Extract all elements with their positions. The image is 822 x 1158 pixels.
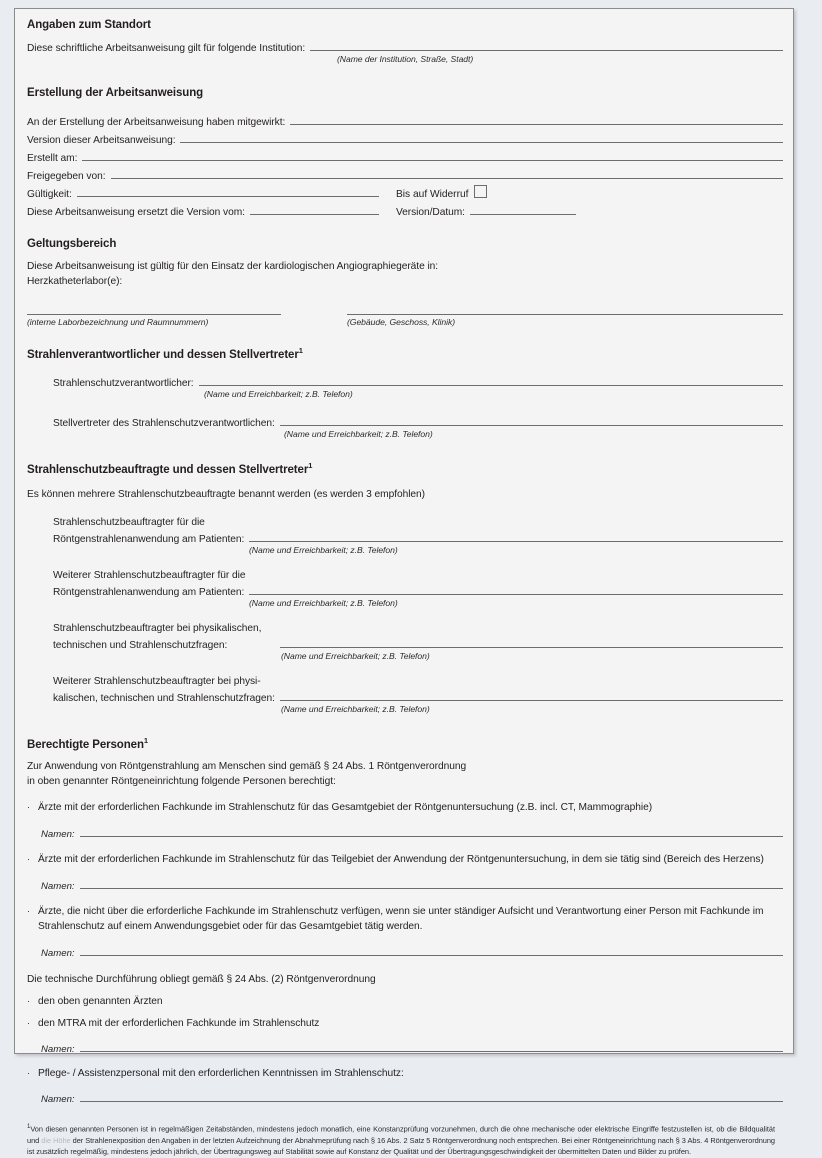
- bullet-icon: ·: [27, 802, 30, 813]
- geltungsbereich-line-1: Diese Arbeitsanweisung ist gültig für den Einsatz der kardiologischen Angiographiegeräte in:: [27, 261, 439, 272]
- institution-input[interactable]: [310, 39, 783, 51]
- section-heading-erstellung: Erstellung der Arbeitsanweisung: [27, 87, 204, 99]
- personen-intro-line-1: Zur Anwendung von Röntgenstrahlung am Menschen sind gemäß § 24 Abs. 1 Röntgenverordnung: [27, 761, 467, 773]
- version-input[interactable]: [180, 131, 783, 143]
- labor-bezeichnung-input[interactable]: [27, 313, 281, 315]
- beauftragte-entry-4-line2: kalischen, technischen und Strahlenschutzfragen:: [53, 692, 275, 704]
- personen-namen-input-4[interactable]: [80, 1040, 783, 1052]
- personen-heading-text: Berechtigte Personen: [27, 738, 144, 751]
- labor-bezeichnung-caption: (interne Laborbezeichnung und Raumnummern): [27, 317, 209, 327]
- personen-bullet-4-text: den oben genannten Ärzten: [38, 996, 163, 1008]
- institution-label: Diese schriftliche Arbeitsanweisung gilt für folgende Institution:: [27, 43, 306, 54]
- namen-label: Namen:: [41, 948, 75, 960]
- bullet-icon: ·: [27, 996, 30, 1007]
- gueltigkeit-row: [27, 185, 783, 200]
- verantwortlicher-heading-text: Strahlenverantwortlicher und dessen Stellvertreter: [27, 348, 299, 361]
- beauftragte-entry-3-input[interactable]: [280, 636, 783, 648]
- personen-namen-row-2: [41, 877, 783, 892]
- footnote-text-faint: die Höhe: [41, 1136, 71, 1146]
- version-datum-label: Version/Datum:: [396, 207, 465, 218]
- strahlenschutzverantwortlicher-label: Strahlenschutzverantwortlicher:: [53, 377, 194, 389]
- form-page: [14, 8, 794, 1157]
- footnote-marker: 1: [143, 735, 148, 745]
- personen-namen-input-1[interactable]: [80, 825, 783, 837]
- personen-bullet-3-line-1: Ärzte, die nicht über die erforderliche Fachkunde im Strahlenschutz verfügen, wenn sie unter ständiger Aufsicht und Verantwortung einer Person mit Fachkunde im: [38, 906, 764, 918]
- bullet-icon: ·: [27, 906, 30, 917]
- bis-auf-widerruf-label: Bis auf Widerruf: [396, 189, 469, 200]
- beauftragte-entry-1-caption: (Name und Erreichbarkeit; z.B. Telefon): [249, 544, 398, 555]
- beauftragte-entry-3-line1: Strahlenschutzbeauftragter bei physikalischen,: [53, 622, 262, 634]
- mitgewirkt-label: An der Erstellung der Arbeitsanweisung haben mitgewirkt:: [27, 117, 286, 128]
- personen-bullet-2: [27, 852, 783, 867]
- personen-namen-row-4: [41, 1040, 783, 1055]
- personen-bullet-6-text: Pflege- / Assistenzpersonal mit den erforderlichen Kenntnissen im Strahlenschutz:: [38, 1068, 404, 1080]
- personen-bullet-5: [27, 1016, 783, 1031]
- namen-label: Namen:: [41, 829, 75, 841]
- personen-namen-input-2[interactable]: [80, 877, 783, 889]
- freigegeben-row: [27, 167, 783, 182]
- ersetzt-version-label: Diese Arbeitsanweisung ersetzt die Version vom:: [27, 207, 245, 218]
- beauftragte-entry-2-line2: Röntgenstrahlenanwendung am Patienten:: [53, 586, 245, 598]
- erstellt-am-row: [27, 149, 783, 164]
- beauftragte-entry-1-line2: Röntgenstrahlenanwendung am Patienten:: [53, 533, 245, 545]
- personen-bullet-2-text: Ärzte mit der erforderlichen Fachkunde im Strahlenschutz für das Teilgebiet der Anwendung der Röntgenuntersuchung, in dem sie tätig sind (Bereich des Herzens): [38, 854, 764, 866]
- beauftragte-entry-1: [53, 515, 783, 556]
- footnote: [27, 1122, 775, 1157]
- version-row: [27, 131, 783, 146]
- bis-auf-widerruf-checkbox[interactable]: [474, 185, 487, 198]
- beauftragte-entry-3-caption: (Name und Erreichbarkeit; z.B. Telefon): [281, 650, 430, 661]
- beauftragte-entry-2: [53, 568, 783, 609]
- beauftragte-entry-1-input[interactable]: [249, 530, 783, 542]
- footnote-marker: 1: [298, 346, 303, 355]
- section-heading-standort: Angaben zum Standort: [27, 19, 151, 31]
- footnote-marker: 1: [27, 1124, 31, 1131]
- beauftragte-entry-2-caption: (Name und Erreichbarkeit; z.B. Telefon): [249, 597, 398, 608]
- beauftragte-entry-4-input[interactable]: [280, 689, 783, 701]
- footnote-text-b: der Strahlenexposition den Angaben in der letzten Aufzeichnung der Abnahmeprüfung nach § 16 Abs. 2 Satz 5 Röntgenverordnung noch entsprechen. Bei einer Röntgeneinrichtung nach § 3 Abs. 4 Röntgenverordnung ist zusätzlich regelmäßig, mindestens jedoch jährlich, der Übertragungsweg auf Stabilität sowie auf Konstanz der Qualität und der Übertragungsgeschwindigkeit der übermittelten Daten und Bilder zu prüfen.: [27, 1136, 775, 1157]
- geltungsbereich-rules: [27, 313, 783, 328]
- beauftragte-entry-3-line2: technischen und Strahlenschutzfragen:: [53, 639, 228, 651]
- version-label: Version dieser Arbeitsanweisung:: [27, 135, 176, 146]
- mitgewirkt-input[interactable]: [290, 113, 783, 125]
- personen-bullet-4: [27, 994, 783, 1009]
- erstellt-am-label: Erstellt am:: [27, 153, 78, 164]
- stellvertreter-verantwortlicher-input[interactable]: [280, 414, 783, 426]
- namen-label: Namen:: [41, 1044, 75, 1056]
- personen-namen-row-5: [41, 1090, 783, 1105]
- namen-label: Namen:: [41, 881, 75, 893]
- section-heading-beauftragte: [27, 461, 783, 476]
- personen-bullet-6: [27, 1066, 783, 1081]
- beauftragte-entry-4-caption: (Name und Erreichbarkeit; z.B. Telefon): [281, 703, 430, 714]
- geltungsbereich-line-2: Herzkatheterlabor(e):: [27, 276, 123, 287]
- stellvertreter-verantwortlicher-label: Stellvertreter des Strahlenschutzverantwortlichen:: [53, 417, 275, 429]
- section-heading-geltungsbereich: Geltungsbereich: [27, 238, 117, 250]
- personen-bullet-3-line-2: Strahlenschutz auf einem Anwendungsgebiet oder für das Gesamtgebiet tätig werden.: [38, 921, 423, 933]
- gueltigkeit-input[interactable]: [77, 185, 379, 197]
- freigegeben-label: Freigegeben von:: [27, 171, 106, 182]
- bullet-icon: ·: [27, 1068, 30, 1079]
- beauftragte-entry-3: [53, 621, 783, 662]
- strahlenschutzverantwortlicher-input[interactable]: [199, 374, 783, 386]
- personen-namen-row-3: [41, 944, 783, 959]
- ersetzt-version-input[interactable]: [250, 203, 379, 215]
- beauftragte-entry-2-line1: Weiterer Strahlenschutzbeauftragter für die: [53, 569, 246, 581]
- section-heading-verantwortlicher: [27, 346, 783, 361]
- footnote-marker: 1: [308, 460, 313, 470]
- gueltigkeit-label: Gültigkeit:: [27, 189, 72, 200]
- beauftragte-entry-4: [53, 674, 783, 715]
- technische-durchfuehrung-text: Die technische Durchführung obliegt gemäß § 24 Abs. (2) Röntgenverordnung: [27, 974, 376, 986]
- freigegeben-input[interactable]: [111, 167, 784, 179]
- personen-intro-line-2: in oben genannter Röntgeneinrichtung folgende Personen berechtigt:: [27, 776, 336, 788]
- beauftragte-intro: Es können mehrere Strahlenschutzbeauftragte benannt werden (es werden 3 empfohlen): [27, 488, 425, 500]
- stellvertreter-verantwortlicher-block: [53, 414, 783, 440]
- strahlenschutzverantwortlicher-block: [53, 374, 783, 400]
- erstellt-am-input[interactable]: [82, 149, 783, 161]
- beauftragte-entry-2-input[interactable]: [249, 583, 783, 595]
- mitgewirkt-row: [27, 113, 783, 128]
- personen-bullet-3: [27, 904, 783, 934]
- personen-bullet-5-text: den MTRA mit der erforderlichen Fachkunde im Strahlenschutz: [38, 1018, 320, 1030]
- institution-row: [27, 39, 783, 54]
- bullet-icon: ·: [27, 854, 30, 865]
- ersetzt-version-row: [27, 203, 783, 218]
- version-datum-input[interactable]: [470, 203, 576, 215]
- beauftragte-heading-text: Strahlenschutzbeauftragte und dessen Stellvertreter: [27, 463, 309, 476]
- personen-namen-input-5[interactable]: [80, 1090, 783, 1102]
- section-heading-personen: [27, 736, 783, 751]
- strahlenschutzverantwortlicher-caption: (Name und Erreichbarkeit; z.B. Telefon): [204, 388, 353, 399]
- institution-caption: (Name der Institution, Straße, Stadt): [337, 54, 474, 64]
- personen-namen-input-3[interactable]: [80, 944, 783, 956]
- personen-namen-row-1: [41, 825, 783, 840]
- beauftragte-entry-4-line1: Weiterer Strahlenschutzbeauftragter bei physi-: [53, 675, 261, 687]
- footnote-text-a: Von diesen genannten Personen ist in regelmäßigen Zeitabständen, mindestens jedoch monatlich, eine Konstanzprüfung vorzunehmen, durch die ohne mechanische oder elektrische Eingriffe festzustellen ist, ob die Bildqualität und: [27, 1124, 775, 1146]
- namen-label: Namen:: [41, 1094, 75, 1106]
- personen-bullet-1-text: Ärzte mit der erforderlichen Fachkunde im Strahlenschutz für das Gesamtgebiet der Röntgenuntersuchung (z.B. incl. CT, Mammographie): [38, 802, 653, 814]
- personen-bullet-1: [27, 800, 783, 815]
- beauftragte-entry-1-line1: Strahlenschutzbeauftragter für die: [53, 516, 205, 528]
- bullet-icon: ·: [27, 1018, 30, 1029]
- gebaeude-input[interactable]: [347, 313, 783, 315]
- stellvertreter-verantwortlicher-caption: (Name und Erreichbarkeit; z.B. Telefon): [284, 428, 433, 439]
- gebaeude-caption: (Gebäude, Geschoss, Klinik): [347, 317, 456, 327]
